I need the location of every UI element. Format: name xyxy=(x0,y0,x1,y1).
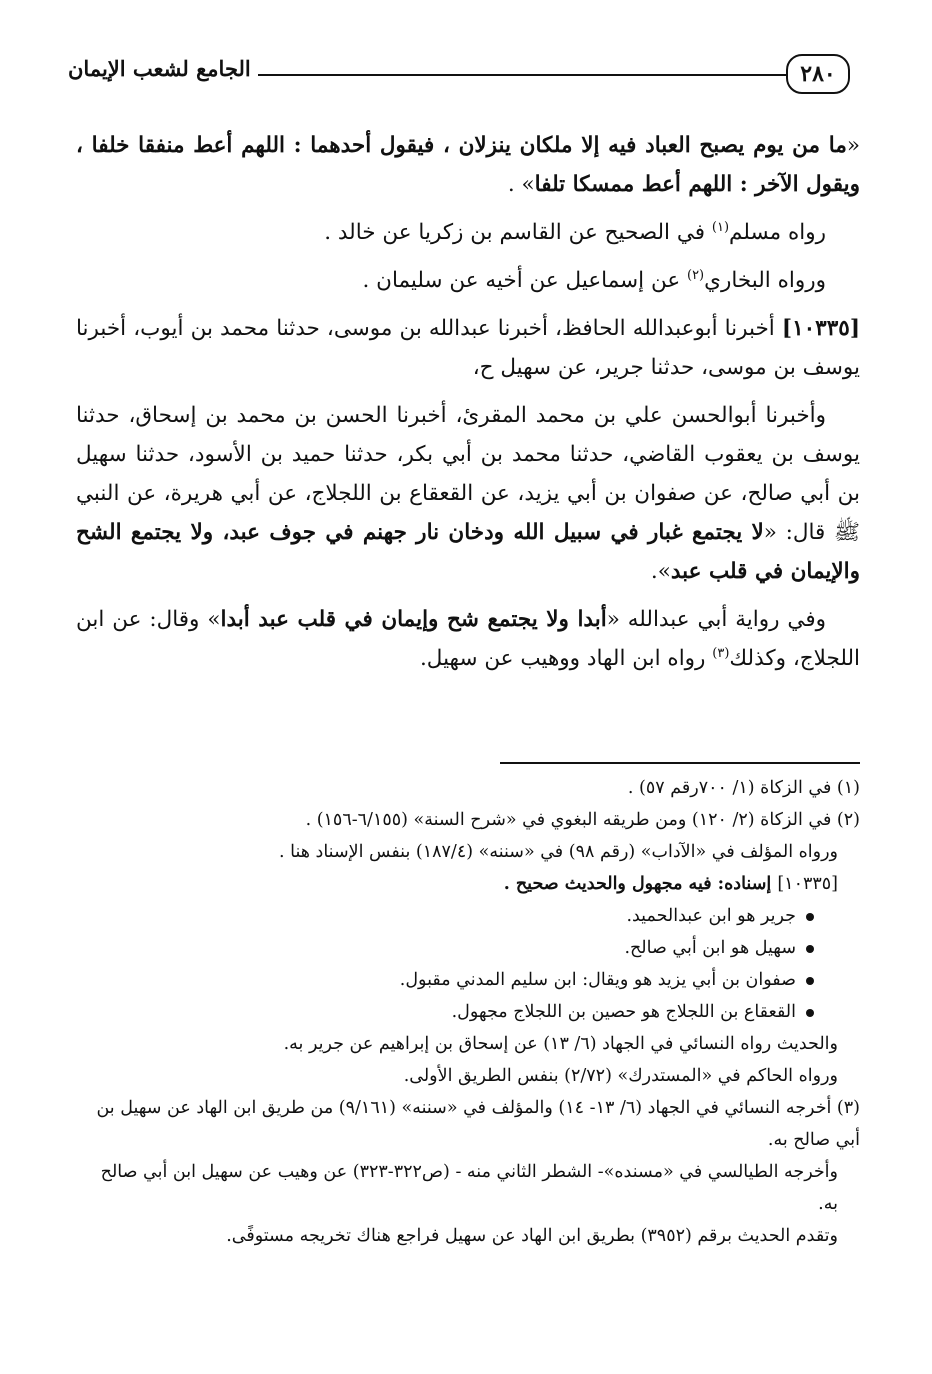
hadith-text: ما من يوم يصبح العباد فيه إلا ملكان ينزلان ، فيقول أحدهما : اللهم أعط منفقا خلفا ، ويقول الآخر : اللهم أعط ممسكا تلفا xyxy=(76,133,860,197)
footnote-isnad xyxy=(76,868,860,900)
hadith-chain-2 xyxy=(76,396,860,591)
footnote-ref: (٣) xyxy=(712,645,730,661)
riwaya-text: » وقال: عن ابن اللجلاج، وكذلك xyxy=(76,607,860,671)
page-number: ٢٨٠ xyxy=(786,54,850,94)
narration-text: رواه مسلم xyxy=(729,220,826,245)
quote-open: « xyxy=(846,133,860,158)
page-header xyxy=(68,50,850,108)
hadith-chain-10335 xyxy=(76,309,860,387)
quote-close: ». xyxy=(650,559,671,584)
footnotes xyxy=(76,772,860,1252)
narration-muslim xyxy=(76,213,860,252)
riwaya-text: وفي رواية أبي عبدالله « xyxy=(606,607,826,632)
narrator-list xyxy=(76,900,860,1028)
hadith-text: لا يجتمع غبار في سبيل الله ودخان نار جهنم في جوف عبد، ولا يجتمع الشح والإيمان في قلب عبد xyxy=(76,520,860,584)
hadith-text: أبدا ولا يجتمع شح وإيمان في قلب عبد أبدا xyxy=(220,607,607,632)
footnote-ref: (٢) xyxy=(686,267,705,283)
footnote-2: (٢) في الزكاة (٢/ ١٢٠) ومن طريقه البغوي في «شرح السنة» (٦/١٥٥-١٥٦) . xyxy=(305,810,860,830)
book-title: الجامع لشعب الإيمان xyxy=(68,56,251,81)
list-item: القعقاع بن اللجلاج هو حصين بن اللجلاج مجهول. xyxy=(76,996,814,1028)
header-rule xyxy=(258,74,786,76)
footnote-2-text: والحديث رواه النسائي في الجهاد (٦/ ١٣) عن إسحاق بن إبراهيم عن جرير به. xyxy=(283,1034,838,1054)
chain-text: وأخبرنا أبوالحسن علي بن محمد المقرئ، أخبرنا الحسن بن محمد بن إسحاق، حدثنا يوسف بن يعقوب القاضي، حدثنا محمد بن أبي بكر، حدثنا حميد بن الأسود، حدثنا سهيل بن أبي صالح، عن صفوان بن أبي يزيد، عن القعقاع بن اللجلاج، عن أبي هريرة، عن النبي ﷺ قال: « xyxy=(76,403,860,545)
footnote-3-text: وأخرجه الطيالسي في «مسنده»- الشطر الثاني منه - (ص٣٢٢-٣٢٣) عن وهيب عن سهيل ابن أبي صالح به. xyxy=(100,1162,838,1214)
riwaya-text: رواه ابن الهاد ووهيب عن سهيل. xyxy=(419,646,713,671)
footnote-2-text: ورواه الحاكم في «المستدرك» (٢/٧٢) بنفس الطريق الأولى. xyxy=(403,1066,838,1086)
footnote-ref: (١) xyxy=(711,219,730,235)
list-item: صفوان بن أبي يزيد هو ويقال: ابن سليم المدني مقبول. xyxy=(76,964,814,996)
quote-close: » . xyxy=(507,172,535,197)
chain-text: أخبرنا أبوعبدالله الحافظ، أخبرنا عبدالله بن موسى، حدثنا محمد بن أيوب، أخبرنا يوسف بن موسى، حدثنا جرير، عن سهيل ح، xyxy=(76,316,860,380)
bullet-icon xyxy=(806,913,814,921)
narration-text: ورواه البخاري xyxy=(704,268,826,293)
list-item: سهيل هو ابن أبي صالح. xyxy=(76,932,814,964)
narration-text: عن إسماعيل عن أخيه عن سليمان . xyxy=(362,268,687,293)
footnote-2-text: ورواه المؤلف في «الآداب» (رقم ٩٨) في «سننه» (١٨٧/٤) بنفس الإسناد هنا . xyxy=(279,842,838,862)
list-item: جرير هو ابن عبدالحميد. xyxy=(76,900,814,932)
footnote-3-text: وتقدم الحديث برقم (٣٩٥٢) بطريق ابن الهاد عن سهيل فراجع هناك تخريجه مستوفًى. xyxy=(226,1226,838,1246)
isnad-note: إسناده: فيه مجهول والحديث صحيح . xyxy=(503,874,778,894)
hadith-number: [١٠٣٣٥] xyxy=(781,316,860,341)
hadith-number: [١٠٣٣٥] xyxy=(777,874,838,894)
footnote-1: (١) في الزكاة (١/ ٧٠٠رقم ٥٧) . xyxy=(627,778,860,798)
bullet-icon xyxy=(806,1009,814,1017)
bullet-icon xyxy=(806,945,814,953)
narration-bukhari xyxy=(76,261,860,300)
bullet-icon xyxy=(806,977,814,985)
main-text xyxy=(76,126,860,687)
riwaya-paragraph xyxy=(76,600,860,678)
footnote-3: (٣) أخرجه النسائي في الجهاد (٦/ ١٣- ١٤) والمؤلف في «سننه» (٩/١٦١) من طريق ابن الهاد عن سهيل بن أبي صالح به. xyxy=(96,1098,860,1150)
hadith-paragraph xyxy=(76,126,860,204)
footnote-divider xyxy=(500,762,860,764)
narration-text: في الصحيح عن القاسم بن زكريا عن خالد . xyxy=(324,220,712,245)
